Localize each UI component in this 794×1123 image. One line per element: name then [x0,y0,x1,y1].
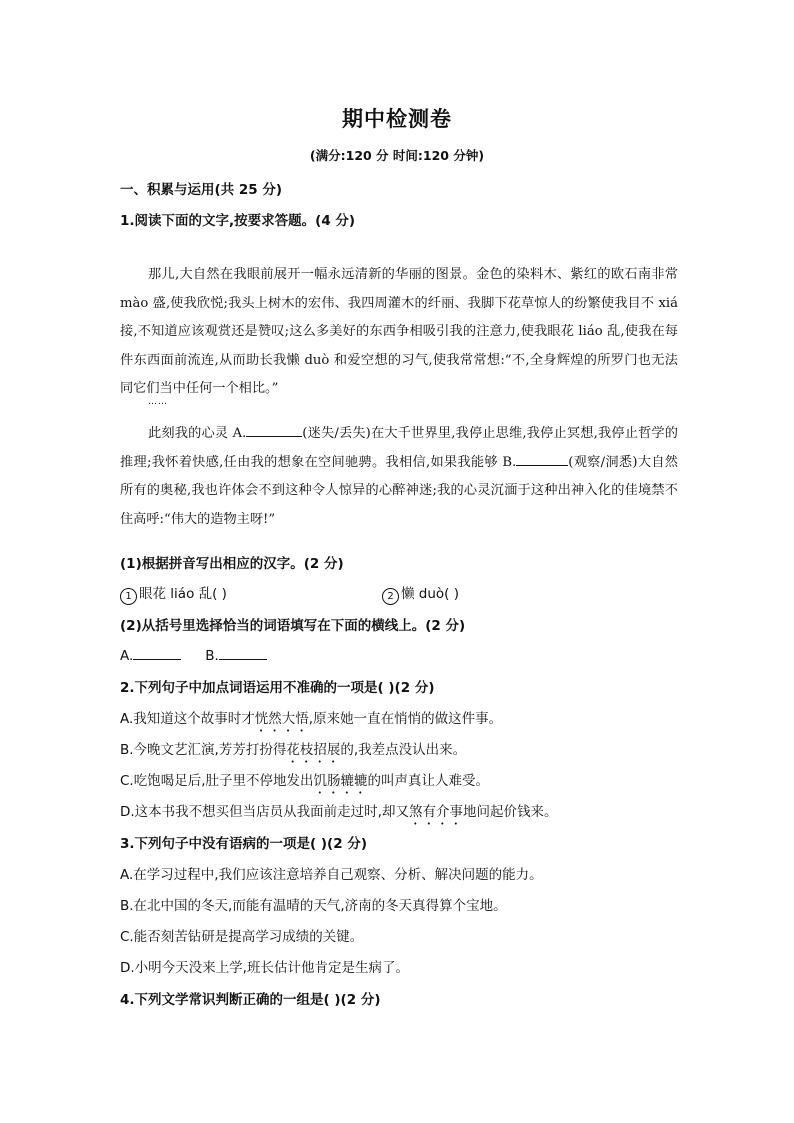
question-4-stem: 4.下列文学常识判断正确的一组是( )(2 分) [120,992,381,1008]
option-a-text: A.我知道这个故事时才 [120,711,255,727]
question-1-sub-1-item-a [120,582,227,605]
answer-blank-b[interactable] [219,645,267,660]
question-1-sub-2-answers [120,645,267,664]
passage-ellipsis: …… [148,397,168,407]
option-d-dotted: 煞有介事 [408,804,463,820]
question-1-sub-1-item-b [382,582,459,605]
passage-p2-part-a: 此刻我的心灵 A. [148,426,247,441]
question-2-stem: 2.下列句子中加点词语运用不准确的一项是( )(2 分) [120,680,435,696]
circled-number-1: 1 [120,588,137,605]
section-heading: 一、积累与运用(共 25 分) [120,182,283,198]
option-c-text-end: 的叫声真让人难受。 [367,773,490,789]
blank-b[interactable] [516,451,568,466]
question-3-option-a[interactable]: A.在学习过程中,我们应该注意培养自己观察、分析、解决问题的能力。 [120,867,543,883]
question-3-stem: 3.下列句子中没有语病的一项是( )(2 分) [120,836,367,852]
question-1-stem: 1.阅读下面的文字,按要求答题。(4 分) [120,213,356,229]
answer-blank-a[interactable] [133,645,181,660]
question-2-option-d[interactable] [120,800,557,828]
option-a-text-end: ,原来她一直在悄悄的做这件事。 [308,711,503,727]
option-b-text-end: 的,我差点没认出来。 [340,742,467,758]
page-title: 期中检测卷 [342,107,452,131]
option-d-text: D.这本书我不想买但当店员从我面前走过时,却又 [120,804,409,820]
question-2-option-b[interactable] [120,738,466,766]
option-c-dotted: 饥肠辘辘 [313,773,368,789]
question-1-sub-1: (1)根据拼音写出相应的汉字。(2 分) [120,556,344,572]
item-b-text: 懒 duò( ) [401,586,460,602]
question-2-option-c[interactable] [120,769,489,797]
answer-label-b: B. [205,648,219,664]
passage-p2-part-b: (迷失/丢失)在大千世界里,我停止思维,我停止冥想,我停止哲学的推理;我怀着快感,任由我的想象在空间驰骋。我相信,如果我能够 B. [120,426,678,470]
question-1-sub-2: (2)从括号里选择恰当的词语填写在下面的横线上。(2 分) [120,618,466,634]
option-b-text: B.今晚文艺汇演,芳芳打扮得 [120,742,287,758]
question-3-option-c[interactable]: C.能否刻苦钻研是提高学习成绩的关键。 [120,929,364,945]
question-3-option-b[interactable]: B.在北中国的冬天,而能有温晴的天气,济南的冬天真得算个宝地。 [120,898,507,914]
passage-paragraph-1: 那儿,大自然在我眼前展开一幅永远清新的华丽的图景。金色的染料木、紫红的欧石南非常 mào 盛,使我欣悦;我头上树木的宏伟、我四周灌木的纤丽、我脚下花草惊人的纷繁使我目不 xiá 接,不知道应该观赏还是赞叹;这么多美好的东西争相吸引我的注意力,使我眼花 liáo 乱,使我在每件东西面前流连,从而助长我懒 duò 和爱空想的习气,使我常常想:“不,全身辉煌的所罗门也无法同它们当中任何一个相比。” [120,267,678,396]
option-b-dotted: 花枝招展 [286,742,341,758]
passage-p2-part-c: (观察/洞悉)大自然所有的奥秘,我也许体会不到这种令人惊异的心醉神迷;我的心灵沉湎于这种出神入化的佳境禁不住高呼:“伟大的造物主呀!” [120,454,678,527]
option-a-dotted: 恍然大悟 [254,711,309,727]
option-d-text-end: 地问起价钱来。 [462,804,558,820]
question-2-option-a[interactable] [120,707,502,735]
passage-paragraph-2 [120,420,678,534]
blank-a[interactable] [246,422,302,437]
circled-number-2: 2 [382,588,399,605]
answer-label-a: A. [120,648,134,664]
question-3-option-d[interactable]: D.小明今天没来上学,班长估计他肯定是生病了。 [120,960,409,976]
page-subtitle: (满分:120 分 时间:120 分钟) [309,148,485,163]
option-c-text: C.吃饱喝足后,肚子里不停地发出 [120,773,314,789]
item-a-text: 眼花 liáo 乱( ) [139,586,227,602]
